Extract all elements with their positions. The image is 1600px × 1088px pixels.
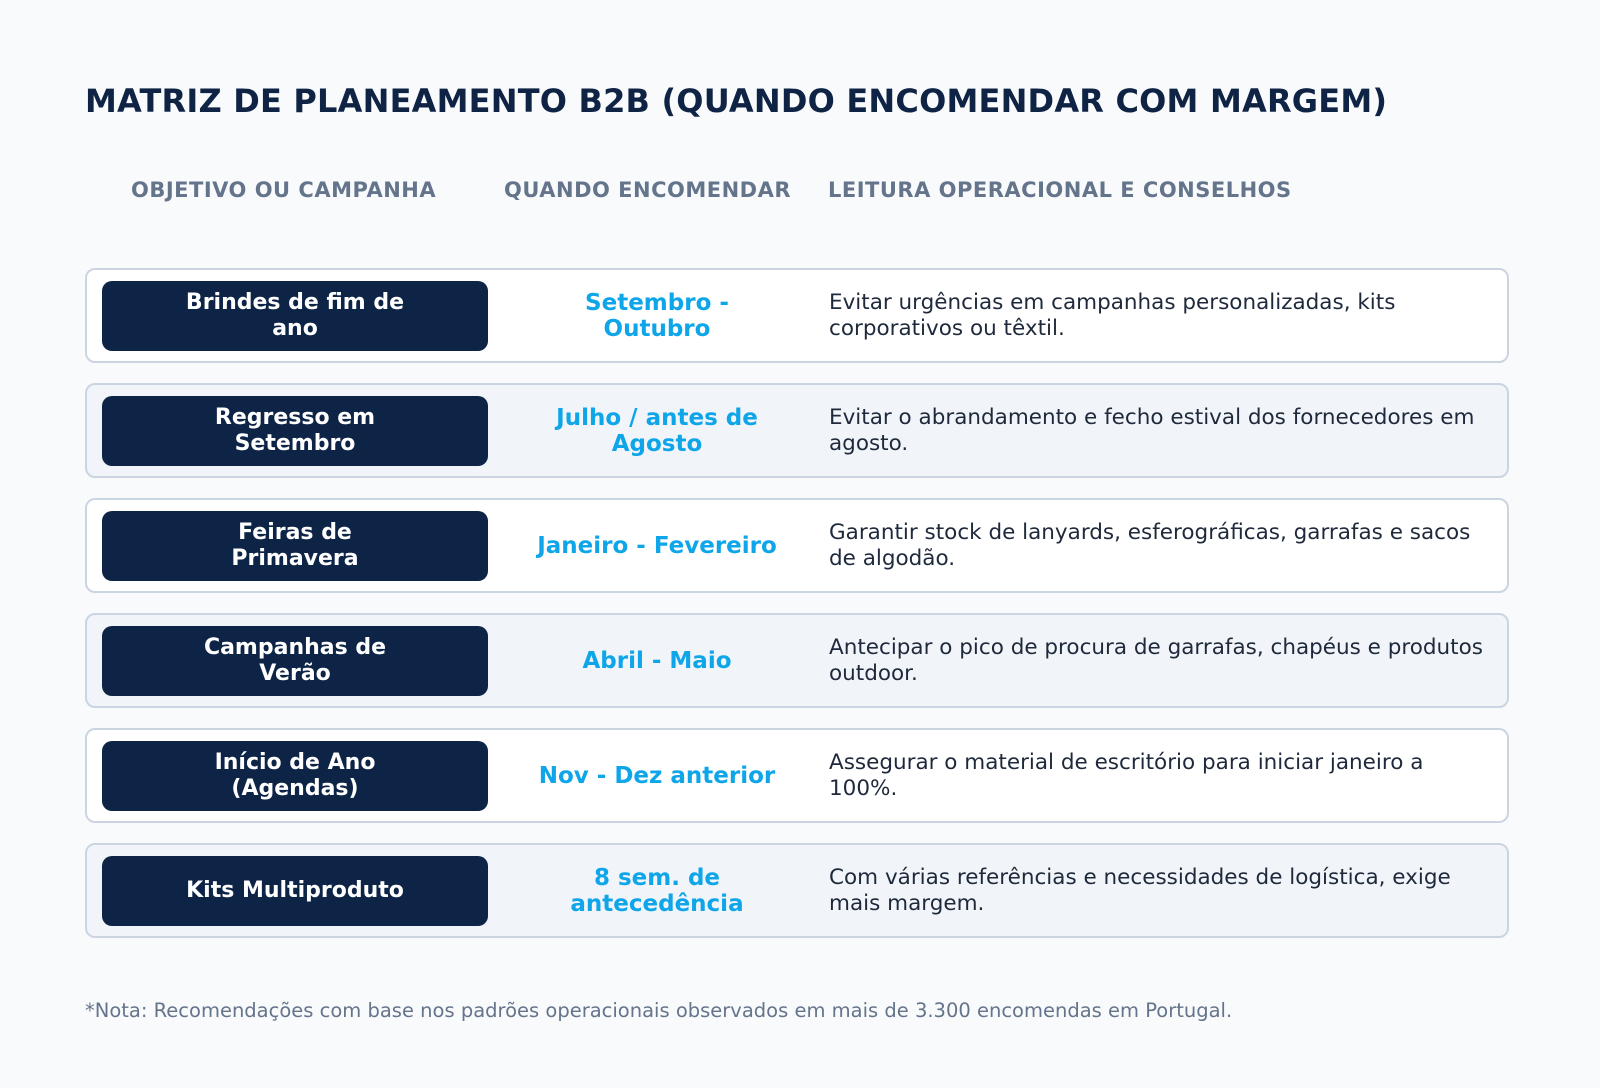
operational-advice: Com várias referências e necessidades de logística, exige mais margem.: [829, 864, 1451, 916]
when-to-order: Nov - Dez anterior: [538, 762, 776, 789]
objective-label: Kits Multiproduto: [102, 856, 488, 926]
column-header-when: QUANDO ENCOMENDAR: [504, 178, 792, 202]
objective-label: Regresso em Setembro: [102, 396, 488, 466]
objective-label: Brindes de fim de ano: [102, 281, 488, 351]
page-title: MATRIZ DE PLANEAMENTO B2B (QUANDO ENCOMENDAR COM MARGEM): [85, 82, 1388, 120]
column-header-objective: OBJETIVO OU CAMPANHA: [131, 178, 437, 202]
operational-advice: Garantir stock de lanyards, esferográficas, garrafas e sacos de algodão.: [829, 519, 1471, 571]
operational-advice: Evitar o abrandamento e fecho estival dos fornecedores em agosto.: [829, 404, 1475, 456]
operational-advice: Evitar urgências em campanhas personalizadas, kits corporativos ou têxtil.: [829, 289, 1396, 341]
footnote: *Nota: Recomendações com base nos padrões operacionais observados em mais de 3.300 encomendas em Portugal.: [85, 999, 1233, 1022]
table-row: [85, 383, 1509, 478]
objective-label: Campanhas de Verão: [102, 626, 488, 696]
objective-label: Início de Ano (Agendas): [102, 741, 488, 811]
when-to-order: Julho / antes de Agosto: [556, 404, 758, 457]
when-to-order: 8 sem. de antecedência: [570, 864, 744, 917]
table-row: [85, 843, 1509, 938]
operational-advice: Antecipar o pico de procura de garrafas, chapéus e produtos outdoor.: [829, 634, 1483, 686]
when-to-order: Janeiro - Fevereiro: [537, 532, 777, 559]
table-row: [85, 728, 1509, 823]
when-to-order: Abril - Maio: [582, 647, 732, 674]
table-row: [85, 613, 1509, 708]
table-row: [85, 268, 1509, 363]
operational-advice: Assegurar o material de escritório para iniciar janeiro a 100%.: [829, 749, 1424, 801]
column-header-advice: LEITURA OPERACIONAL E CONSELHOS: [828, 178, 1292, 202]
objective-label: Feiras de Primavera: [102, 511, 488, 581]
when-to-order: Setembro - Outubro: [585, 289, 729, 342]
table-row: [85, 498, 1509, 593]
